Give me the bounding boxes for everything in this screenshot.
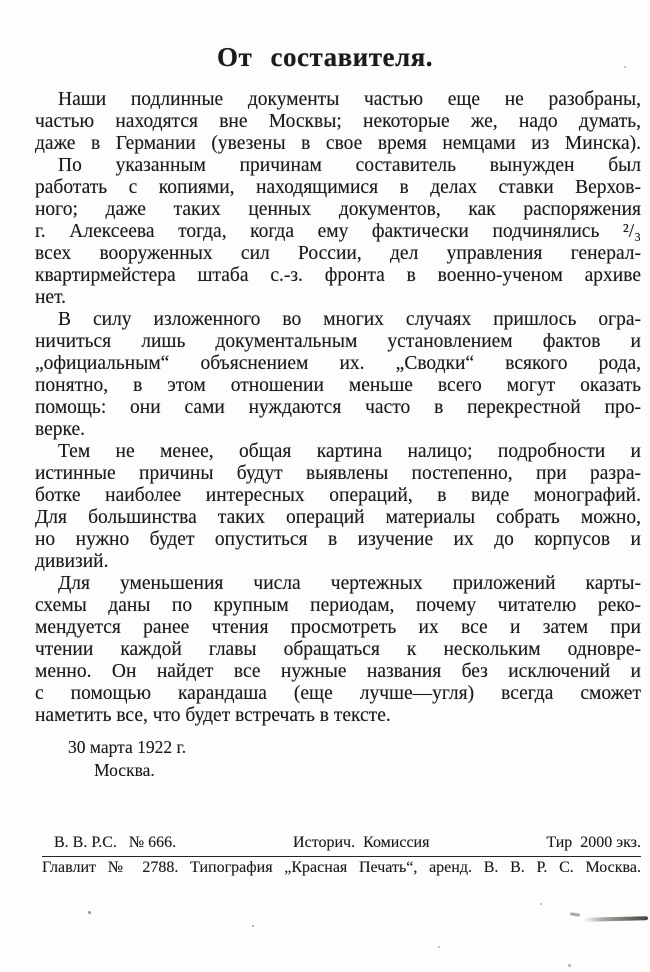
scan-dot-artifact bbox=[540, 903, 542, 905]
scan-dot-artifact bbox=[568, 964, 571, 967]
scan-streak-artifact bbox=[583, 916, 648, 922]
print-run: Тир 2000 экз. bbox=[546, 834, 641, 851]
text-line: ничиться лишь документальным установлением фактов и bbox=[35, 331, 641, 352]
text-line: В силу изложенного во многих случаях пришлось огра- bbox=[58, 309, 641, 330]
text-line: даже в Германии (увезены в свое время немцами из Минска). bbox=[35, 133, 641, 154]
text-line: истинные причины будут выявлены постепенно, при разра- bbox=[35, 463, 641, 484]
text-line: ного; даже таких ценных документов, как распоряжения bbox=[35, 199, 641, 220]
text-line: с помощью карандаша (еще лучше—угля) всегда сможет bbox=[35, 683, 641, 704]
scan-dot-artifact bbox=[624, 66, 626, 68]
paragraph bbox=[35, 573, 641, 727]
text-line: Для большинства таких операций материалы собрать можно, bbox=[35, 507, 641, 528]
text-line: схемы даны по крупным периодам, почему читателю реко- bbox=[35, 595, 641, 616]
text-line: всех вооруженных сил России, дел управления генерал- bbox=[35, 243, 641, 264]
scan-dot-artifact bbox=[438, 946, 440, 948]
paragraph bbox=[35, 309, 641, 441]
place-text: Москва. bbox=[94, 760, 155, 780]
text-line: верке. bbox=[35, 419, 86, 440]
text-line: дивизий. bbox=[35, 551, 109, 572]
imprint-divider bbox=[42, 856, 641, 857]
scan-dot-artifact bbox=[252, 925, 254, 927]
text-line: нет. bbox=[35, 287, 67, 308]
text-line: частью находятся вне Москвы; некоторые же, надо думать, bbox=[35, 111, 641, 132]
imprint-row-2: Главлит № 2788. Типография „Красная Печать“, аренд. В. В. Р. С. Москва. bbox=[42, 859, 641, 876]
text-line: менно. Он найдет все нужные названия без исключений и bbox=[35, 661, 641, 682]
text-line: мендуется ранее чтения просмотреть их все и затем при bbox=[35, 617, 641, 638]
paragraph bbox=[35, 441, 641, 573]
text-line: ботке наиболее интересных операций, в виде монографий. bbox=[35, 485, 641, 506]
commission-name: Историч. Комиссия bbox=[293, 834, 430, 851]
scan-streak-artifact bbox=[570, 912, 580, 916]
imprint-colophon bbox=[42, 834, 641, 877]
text-line: понятно, в этом отношении меньше всего могут оказать bbox=[35, 375, 641, 396]
text-line: „официальным“ объяснением их. „Сводки“ всякого рода, bbox=[35, 353, 641, 374]
text-line: Наши подлинные документы частью еще не разобраны, bbox=[58, 89, 641, 110]
text-line: г. Алексеева тогда, когда ему фактически подчинялись ²/₃ bbox=[35, 221, 641, 242]
text-line: квартирмейстера штаба с.-з. фронта в военно-ученом архиве bbox=[35, 265, 641, 286]
text-line: наметить все, что будет встречать в тексте. bbox=[35, 705, 391, 726]
paragraph bbox=[35, 155, 641, 309]
text-line: чтении каждой главы обращаться к нескольким одновре- bbox=[35, 639, 641, 660]
text-line: Для уменьшения числа чертежных приложений карты- bbox=[58, 573, 641, 594]
text-line: Тем не менее, общая картина налицо; подробности и bbox=[58, 441, 641, 462]
body-text bbox=[35, 89, 641, 727]
publisher-number: В. В. Р.С. № 666. bbox=[54, 834, 177, 851]
paragraph bbox=[35, 89, 641, 155]
text-line: работать с копиями, находящимися в делах ставки Верхов- bbox=[35, 177, 641, 198]
dateline bbox=[68, 736, 186, 782]
text-line: помощь: они сами нуждаются часто в перекрестной про- bbox=[35, 397, 641, 418]
imprint-row-1 bbox=[42, 834, 641, 852]
page-title: От составителя. bbox=[217, 42, 433, 72]
scan-dot-artifact bbox=[88, 911, 91, 914]
text-line: но нужно будет опуститься в изучение их до корпусов и bbox=[35, 529, 641, 550]
text-line: По указанным причинам составитель вынужден был bbox=[58, 155, 641, 176]
date-text: 30 марта 1922 г. bbox=[68, 737, 187, 757]
